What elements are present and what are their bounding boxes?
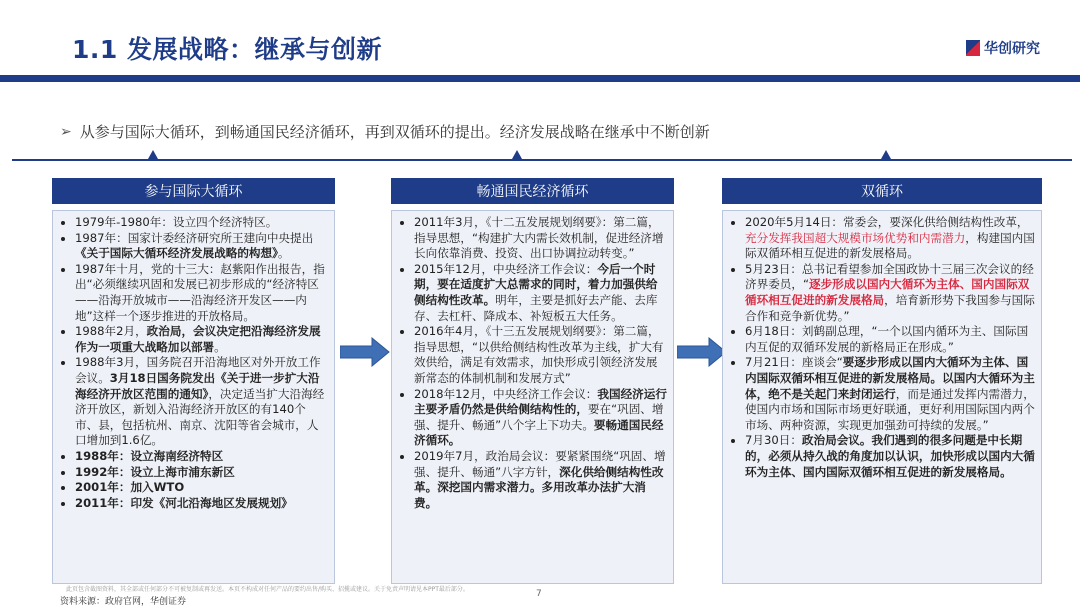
event-text: 1988年2月， xyxy=(75,324,147,339)
event-text: 《关于国际大循环经济发展战略的构想》 xyxy=(75,246,278,261)
event-item xyxy=(75,262,328,324)
event-item xyxy=(75,449,328,465)
page-title: 1.1 发展战略：继承与创新 xyxy=(72,35,382,64)
flow-arrow-icon xyxy=(677,337,727,367)
event-list xyxy=(398,215,667,511)
event-text: 充分发挥我国超大规模市场优势和内需潜力 xyxy=(745,230,966,245)
timeline-line xyxy=(12,159,1072,161)
event-text: 1988年：设立海南经济特区 xyxy=(75,448,224,463)
event-text: 7月30日： xyxy=(745,433,802,448)
logo-text: 华创研究 xyxy=(984,41,1040,57)
arrow-right-icon: ➢ xyxy=(60,123,72,140)
event-list xyxy=(59,215,328,511)
event-text: ，而是通过发挥内需潜力，使国内市场和国际市场更好联通，更好利用国际国内两个市场、两种资源，实现更加强劲可持续的发展。” xyxy=(745,386,1035,432)
event-text: 深化供给侧结构性改革。深挖国内需求潜力。多用改革办法扩大消费。 xyxy=(414,464,664,510)
event-item xyxy=(745,262,1035,324)
event-text: 政治局会议。我们遇到的很多问题是中长期的，必须从持久战的角度加以认识，加快形成以国内大循环为主体、国内国际双循环相互促进的新发展格局。 xyxy=(745,433,1035,479)
column-box-domestic xyxy=(391,210,674,584)
event-item xyxy=(414,449,667,511)
event-text: 1988年3月，国务院召开沿海地区对外开放工作会议。 xyxy=(75,355,321,385)
event-text: 明年，主要是抓好去产能、去库存、去杠杆、降成本、补短板五大任务。 xyxy=(414,292,658,323)
event-text: ，培育新形势下我国参与国际合作和竞争新优势。” xyxy=(745,292,1035,323)
event-item xyxy=(75,355,328,449)
column-heading-domestic: 畅通国民经济循环 xyxy=(391,178,674,204)
event-item xyxy=(745,324,1035,355)
event-text: 1979年-1980年：设立四个经济特区。 xyxy=(75,215,278,229)
timeline-marker-1 xyxy=(148,150,158,159)
event-text: ，决定适当扩大沿海经济开放区，新划入沿海经济开放区的有140个市、县，包括杭州、南京、沈阳等省会城市，人口增加到1.6亿。 xyxy=(75,386,325,448)
flow-arrow-icon xyxy=(340,337,390,367)
column-box-dual-circulation xyxy=(722,210,1042,584)
event-item xyxy=(414,262,667,324)
event-item xyxy=(745,215,1035,262)
event-text: 今后一个时期，要在适度扩大总需求的同时，着力加强供给侧结构性改革。 xyxy=(414,261,658,307)
event-text: 2015年12月，中央经济工作会议： xyxy=(414,261,598,276)
event-text: 2019年7月，政治局会议：要紧紧围绕“巩固、增强、提升、畅通”八字方针， xyxy=(414,448,666,479)
event-text: 要逐步形成以国内大循环为主体、国内国际双循环相互促进的新发展格局。以国内大循环为主体，绝不是关起门来封闭运行 xyxy=(745,355,1035,401)
event-item xyxy=(75,324,328,355)
event-list xyxy=(729,215,1035,480)
event-item xyxy=(414,387,667,449)
event-text: 1987年十月，党的十三大：赵紫阳作出报告，指出“必须继续巩固和发展已初步形成的“经济特区——沿海开放城市——沿海经济开发区——内地”这样一个逐步推进的开放格局。 xyxy=(75,261,325,323)
event-text: 2020年5月14日：常委会，要深化供给侧结构性改革， xyxy=(745,215,1029,229)
event-text: 2018年12月，中央经济工作会议： xyxy=(414,386,598,401)
column-heading-international: 参与国际大循环 xyxy=(52,178,335,204)
column-box-international xyxy=(52,210,335,584)
timeline-marker-3 xyxy=(881,150,891,159)
logo-mark-icon xyxy=(966,40,980,56)
event-text: ，构建国内国际双循环相互促进的新发展格局。 xyxy=(745,230,1035,261)
header-divider xyxy=(0,75,1080,82)
event-item xyxy=(75,496,328,512)
event-text: 2011年：印发《河北沿海地区发展规划》 xyxy=(75,495,293,510)
event-text: 。 xyxy=(277,246,290,261)
event-text: 2001年：加入WTO xyxy=(75,480,185,495)
event-item xyxy=(414,324,667,386)
event-text: 要畅通国民经济循环。 xyxy=(414,417,664,448)
page-number: 7 xyxy=(536,589,542,599)
event-text: 。 xyxy=(214,339,226,354)
event-item xyxy=(745,433,1035,480)
column-heading-dual-circulation: 双循环 xyxy=(722,178,1042,204)
event-item xyxy=(414,215,667,262)
event-text: 2016年4月，《十三五发展规划纲要》：第二篇，指导思想，“以供给侧结构性改革为主线，扩大有效供给，满足有效需求，加快形成引领经济发展新常态的体制机制和发展方式” xyxy=(414,324,664,385)
timeline-marker-2 xyxy=(512,150,522,159)
disclaimer-text: 此页包含截图资料，其全部或任何部分不可被复制或再发送。本页不构成对任何产品的要约出售/购买、招揽或建议。关于免责声明请见本PPT最后部分。 xyxy=(66,586,469,593)
event-text: 2011年3月，《十二五发展规划纲要》：第二篇，指导思想，“构建扩大内需长效机制，促进经济增长向依靠消费、投资、出口协调拉动转变。” xyxy=(414,215,664,261)
event-text: 政治局，会议决定把沿海经济发展作为一项重大战略加以部署 xyxy=(75,324,321,354)
intro-text: 从参与国际大循环，到畅通国民经济循环，再到双循环的提出。经济发展战略在继承中不断创新 xyxy=(79,123,710,141)
event-item xyxy=(75,465,328,481)
event-text: 1992年：设立上海市浦东新区 xyxy=(75,464,235,479)
event-text: 1987年：国家计委经济研究所王建向中央提出 xyxy=(75,230,314,245)
event-text: 5月23日：总书记看望参加全国政协十三届三次会议的经济界委员，“ xyxy=(745,261,1034,292)
event-item xyxy=(745,355,1035,433)
source-text: 资料来源：政府官网，华创证券 xyxy=(60,597,187,607)
event-text: 逐步形成以国内大循环为主体、国内国际双循环相互促进的新发展格局 xyxy=(745,277,1030,307)
event-item xyxy=(75,231,328,262)
event-item xyxy=(75,215,328,231)
event-text: 7月21日：座谈会“ xyxy=(745,355,843,370)
event-text: 3月18日国务院发出《关于进一步扩大沿海经济开放区范围的通知》 xyxy=(75,370,320,401)
intro-line xyxy=(60,121,710,142)
event-item xyxy=(75,480,328,496)
event-text: 要在“巩固、增强、提升、畅通”八个字上下功夫。 xyxy=(414,402,664,432)
brand-logo xyxy=(966,38,1040,58)
event-text: 我国经济运行主要矛盾仍然是供给侧结构性的， xyxy=(414,386,667,417)
event-text: 6月18日：刘鹤副总理，“一个以国内循环为主、国际国内互促的双循环发展的新格局正在形成。” xyxy=(745,324,1029,354)
